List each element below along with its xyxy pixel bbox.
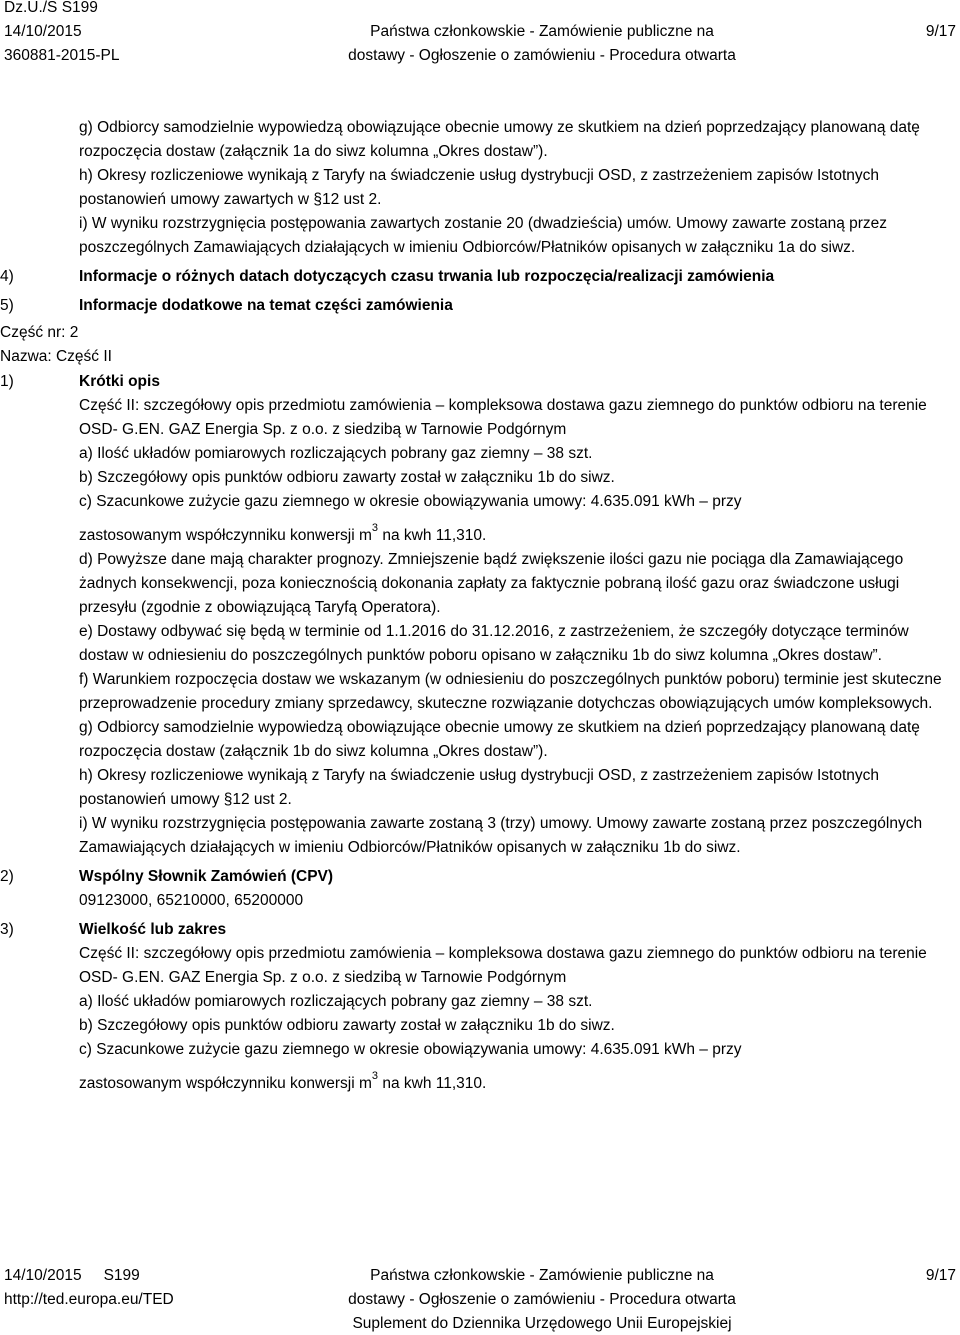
- footer-issue: S199: [103, 1267, 140, 1284]
- footer-title-line1: Państwa członkowskie - Zamówienie publiczne na: [370, 1267, 714, 1284]
- short-desc-f: f) Warunkiem rozpoczęcia dostaw we wskazanym (w odniesieniu do poszczególnych punktów poboru) terminie jest skuteczne przeprowadzenie procedury zmiany sprzedawcy, skuteczne rozwiązanie dotychczas obowiązujących umów kompleksowych.: [79, 671, 942, 712]
- footer-date: 14/10/2015: [4, 1267, 82, 1284]
- section-4-number: 4): [0, 268, 14, 285]
- section-5: [0, 294, 960, 318]
- cpv-codes: 09123000, 65210000, 65200000: [79, 892, 304, 909]
- scope-title: Wielkość lub zakres: [79, 921, 227, 938]
- cpv-number: 2): [0, 868, 14, 885]
- scope-c-sup: 3: [371, 1070, 379, 1082]
- short-desc-h: h) Okresy rozliczeniowe wynikają z Taryfy na świadczenie usług dystrybucji OSD, z zastrzeżeniem zapisów Istotnych postanowień umowy §12 ust 2.: [79, 767, 879, 808]
- short-desc-b: b) Szczegółowy opis punktów odbioru zawarty został w załączniku 1b do siwz.: [79, 469, 615, 486]
- header-title-line2: dostawy - Ogłoszenie o zamówieniu - Procedura otwarta: [348, 47, 736, 64]
- scope-c2: [79, 1072, 958, 1096]
- item-i-1a: i) W wyniku rozstrzygnięcia postępowania zawartych zostanie 20 (dwadzieścia) umów. Umowy zawarte zostaną przez poszczególnych Zamawiających działających w imieniu Odbiorców/Płatników opisanych w załączniku 1a do siwz.: [79, 215, 888, 256]
- cpv-title: Wspólny Słownik Zamówień (CPV): [79, 868, 334, 885]
- section-4: [0, 265, 960, 289]
- part-name: Nazwa: Część II: [0, 348, 112, 365]
- footer-page-number: 9/17: [925, 1267, 956, 1284]
- footer-title-line3: Suplement do Dziennika Urzędowego Unii Europejskiej: [352, 1315, 732, 1332]
- footer-title-line2: dostawy - Ogłoszenie o zamówieniu - Procedura otwarta: [348, 1291, 736, 1308]
- short-desc-c2: [79, 524, 958, 548]
- scope-c2-text: zastosowanym współczynniku konwersji m: [79, 1075, 372, 1092]
- cpv-heading: [0, 865, 960, 889]
- section-5-number: 5): [0, 297, 14, 314]
- page-header: [0, 0, 960, 72]
- document-body: [0, 116, 960, 1096]
- part-number: Część nr: 2: [0, 324, 79, 341]
- item-g-1a: g) Odbiorcy samodzielnie wypowiedzą obowiązujące obecnie umowy ze skutkiem na dzień poprzedzający planowaną datę rozpoczęcia dostaw (załącznik 1a do siwz kolumna „Okres dostaw”).: [79, 119, 920, 160]
- short-description-number: 1): [0, 373, 14, 390]
- journal-ref: Dz.U./S S199: [4, 0, 98, 16]
- page-footer: [0, 1262, 960, 1334]
- short-desc-g: g) Odbiorcy samodzielnie wypowiedzą obowiązujące obecnie umowy ze skutkiem na dzień poprzedzający planowaną datę rozpoczęcia dostaw (załącznik 1b do siwz kolumna „Okres dostaw”).: [79, 719, 920, 760]
- section-5-title: Informacje dodatkowe na temat części zamówienia: [79, 297, 453, 314]
- short-desc-intro: Część II: szczegółowy opis przedmiotu zamówienia – kompleksowa dostawa gazu ziemnego do punktów odbioru na terenie OSD- G.EN. GAZ Energia Sp. z o.o. z siedzibą w Tarnowie Podgórnym: [79, 397, 927, 438]
- short-description-heading: [0, 370, 960, 394]
- short-desc-d: d) Powyższe dane mają charakter prognozy. Zmniejszenie bądź zwiększenie ilości gazu nie pociąga dla Zamawiającego żadnych konsekwencji, poza koniecznością dokonania zapłaty za faktycznie pobraną ilość gazu oraz świadczone usługi przesyłu (zgodnie z obowiązującą Taryfą Operatora).: [79, 551, 904, 616]
- header-title-line1: Państwa członkowskie - Zamówienie publiczne na: [370, 23, 714, 40]
- short-desc-a: a) Ilość układów pomiarowych rozliczających pobrany gaz ziemny – 38 szt.: [79, 445, 593, 462]
- scope-c1: c) Szacunkowe zużycie gazu ziemnego w okresie obowiązywania umowy: 4.635.091 kWh – przy: [79, 1041, 742, 1058]
- scope-a: a) Ilość układów pomiarowych rozliczających pobrany gaz ziemny – 38 szt.: [79, 993, 593, 1010]
- short-description-title: Krótki opis: [79, 373, 160, 390]
- item-h-1a: h) Okresy rozliczeniowe wynikają z Taryfy na świadczenie usług dystrybucji OSD, z zastrzeżeniem zapisów Istotnych postanowień umowy zawartych w §12 ust 2.: [79, 167, 879, 208]
- scope-heading: [0, 918, 960, 942]
- scope-b: b) Szczegółowy opis punktów odbioru zawarty został w załączniku 1b do siwz.: [79, 1017, 615, 1034]
- scope: [79, 942, 958, 1096]
- top-block: [79, 116, 958, 260]
- short-desc-c1: c) Szacunkowe zużycie gazu ziemnego w okresie obowiązywania umowy: 4.635.091 kWh – przy: [79, 493, 742, 510]
- scope-c3-text: na kwh 11,310.: [378, 1075, 487, 1092]
- document-number: 360881-2015-PL: [4, 47, 120, 64]
- short-desc-e: e) Dostawy odbywać się będą w terminie od 1.1.2016 do 31.12.2016, z zastrzeżeniem, że szczegóły dotyczące terminów dostaw w odniesieniu do poszczególnych punktów poboru opisano w załączniku 1b do siwz kolumna „Okres dostaw”.: [79, 623, 909, 664]
- scope-number: 3): [0, 921, 14, 938]
- short-desc-c2-text: zastosowanym współczynniku konwersji m: [79, 527, 372, 544]
- footer-url[interactable]: http://ted.europa.eu/TED: [4, 1291, 174, 1308]
- short-description: [79, 394, 958, 860]
- header-page-number: 9/17: [925, 23, 956, 40]
- header-date: 14/10/2015: [4, 23, 82, 40]
- short-desc-c3-text: na kwh 11,310.: [378, 527, 487, 544]
- short-desc-i: i) W wyniku rozstrzygnięcia postępowania zawarte zostaną 3 (trzy) umowy. Umowy zawarte zostaną przez poszczególnych Zamawiających działających w imieniu Odbiorców/Płatników opisanych w załączniku 1b do siwz.: [79, 815, 923, 856]
- section-4-title: Informacje o różnych datach dotyczących czasu trwania lub rozpoczęcia/realizacji zamówienia: [79, 268, 775, 285]
- footer-date-issue: [4, 1264, 140, 1287]
- short-desc-c-sup: 3: [371, 522, 379, 534]
- scope-intro: Część II: szczegółowy opis przedmiotu zamówienia – kompleksowa dostawa gazu ziemnego do punktów odbioru na terenie OSD- G.EN. GAZ Energia Sp. z o.o. z siedzibą w Tarnowie Podgórnym: [79, 945, 927, 986]
